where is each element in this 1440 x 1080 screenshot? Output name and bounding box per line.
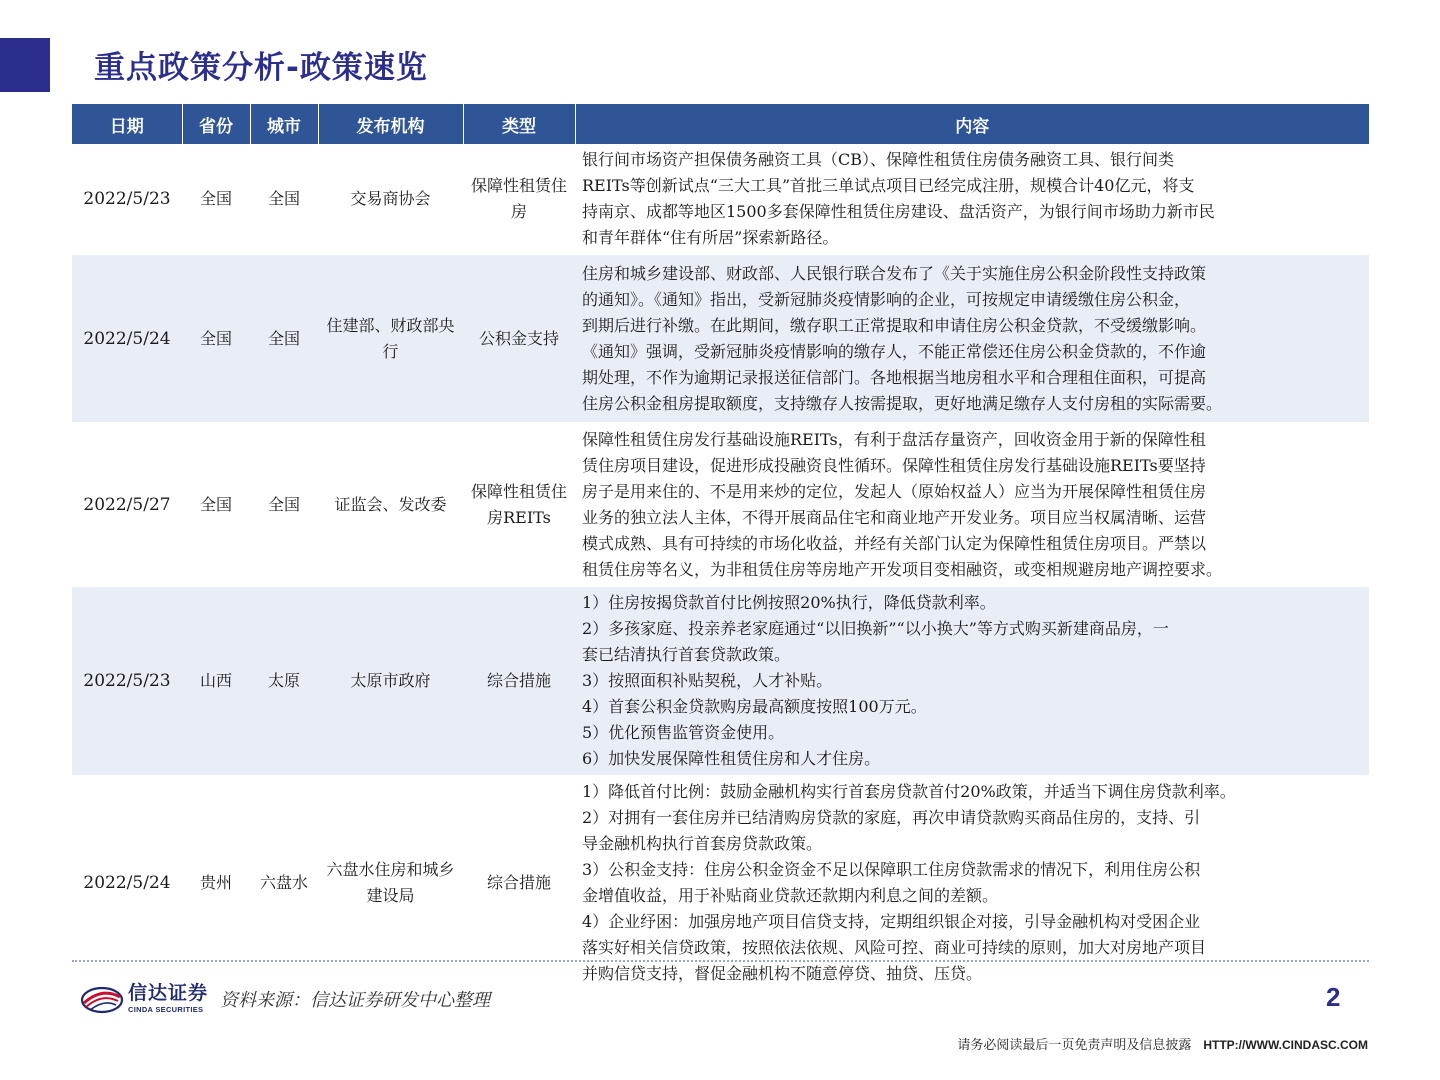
cell-date: 2022/5/23 [72,144,182,255]
content-line: 套已结清执行首套贷款政策。 [582,645,791,664]
content-line: 赁住房项目建设，促进形成投融资良性循环。保障性租赁住房发行基础设施REITs要坚持 [582,455,1206,475]
table-row [72,587,1369,776]
cell-city: 太原 [250,587,318,776]
cell-province: 全国 [182,144,250,255]
table-row [72,776,1369,991]
cell-province: 山西 [182,587,250,776]
cell-content [575,776,1369,991]
disclaimer [957,1034,1368,1053]
content-line: 4）首套公积金贷款购房最高额度按照100万元。 [582,697,927,716]
cell-date: 2022/5/27 [72,423,182,587]
header-date: 日期 [72,104,182,144]
header-content: 内容 [575,104,1369,144]
cell-type: 综合措施 [463,587,575,776]
content-line: 保障性租赁住房发行基础设施REITs，有利于盘活存量资产，回收资金用于新的保障性租 [582,429,1206,449]
cell-province: 贵州 [182,776,250,991]
content-line: 《通知》强调，受新冠肺炎疫情影响的缴存人，不能正常偿还住房公积金贷款的，不作逾 [582,341,1207,361]
cell-city: 全国 [250,255,318,423]
content-line: 期处理，不作为逾期记录报送征信部门。各地根据当地房租水平和合理租住面积，可提高 [582,367,1207,387]
cell-agency: 太原市政府 [318,587,463,776]
cell-content [575,587,1369,776]
header-type: 类型 [463,104,575,144]
page-number: 2 [1326,982,1341,1012]
content-line: 4）企业纾困：加强房地产项目信贷支持，定期组织银企对接，引导金融机构对受困企业 [582,912,1201,931]
content-line: 金增值收益，用于补贴商业贷款还款期内利息之间的差额。 [582,886,999,905]
policy-table [72,104,1369,991]
cell-content [575,255,1369,423]
cinda-logo-icon [80,983,124,1015]
content-line: 落实好相关信贷政策，按照依法依规、风险可控、商业可持续的原则，加大对房地产项目 [582,938,1207,957]
cell-agency: 六盘水住房和城乡建设局 [318,776,463,991]
table-row [72,255,1369,423]
table-row [72,144,1369,255]
content-line: 房子是用来住的、不是用来炒的定位，发起人（原始权益人）应当为开展保障性租赁住房 [582,481,1207,501]
content-line: 银行间市场资产担保债务融资工具（CB）、保障性租赁住房债务融资工具、银行间类 [582,150,1175,169]
content-line: 租赁住房等名义，为非租赁住房等房地产开发项目变相融资，或变相规避房地产调控要求。 [582,559,1223,579]
cinda-logo [80,983,208,1015]
page-title: 重点政策分析-政策速览 [94,50,428,86]
content-line: 2）对拥有一套住房并已结清购房贷款的家庭，再次申请贷款购买商品住房的，支持、引 [582,808,1201,827]
content-line: 2）多孩家庭、投亲养老家庭通过“以旧换新”“以小换大”等方式购买新建商品房，一 [582,619,1169,638]
cell-type: 公积金支持 [463,255,575,423]
content-line: 持南京、成都等地区1500多套保障性租赁住房建设、盘活资产，为银行间市场助力新市民 [582,202,1215,221]
title-accent-block [0,38,50,92]
cell-agency: 证监会、发改委 [318,423,463,587]
cell-type: 保障性租赁住房REITs [463,423,575,587]
logo-english-name: CINDA SECURITIES [128,1005,204,1015]
content-line: 住房和城乡建设部、财政部、人民银行联合发布了《关于实施住房公积金阶段性支持政策 [582,263,1207,283]
cell-content [575,144,1369,255]
website-link[interactable]: HTTP://WWW.CINDASC.COM [1203,1038,1368,1052]
logo-chinese-name: 信达证券 [128,982,209,1005]
content-line: 模式成熟、具有可持续的市场化收益，并经有关部门认定为保障性租赁住房项目。严禁以 [582,533,1207,553]
cell-type: 综合措施 [463,776,575,991]
content-line: 3）公积金支持：住房公积金资金不足以保障职工住房贷款需求的情况下，利用住房公积 [582,860,1201,879]
header-agency: 发布机构 [318,104,463,144]
content-line: 业务的独立法人主体，不得开展商品住宅和商业地产开发业务。项目应当权属清晰、运营 [582,507,1207,527]
cell-city: 全国 [250,144,318,255]
content-line: REITs等创新试点“三大工具”首批三单试点项目已经完成注册，规模合计40亿元，将支 [582,176,1195,195]
source-note: 资料来源：信达证券研发中心整理 [220,990,490,1011]
cell-date: 2022/5/24 [72,255,182,423]
cell-type: 保障性租赁住房 [463,144,575,255]
table-row [72,423,1369,587]
content-line: 3）按照面积补贴契税，人才补贴。 [582,671,833,690]
content-line: 导金融机构执行首套房贷款政策。 [582,834,823,853]
footer-divider [72,960,1369,962]
content-line: 6）加快发展保障性租赁住房和人才住房。 [582,749,881,768]
content-line: 5）优化预售监管资金使用。 [582,723,785,742]
content-line: 和青年群体“住有所居”探索新路径。 [582,228,839,247]
cell-city: 全国 [250,423,318,587]
cell-agency: 住建部、财政部央行 [318,255,463,423]
logo-text [128,984,208,1014]
content-line: 到期后进行补缴。在此期间，缴存职工正常提取和申请住房公积金贷款，不受缓缴影响。 [582,315,1207,335]
cell-content [575,423,1369,587]
header-city: 城市 [250,104,318,144]
content-line: 住房公积金租房提取额度，支持缴存人按需提取，更好地满足缴存人支付房租的实际需要。 [582,393,1223,413]
content-line: 1）住房按揭贷款首付比例按照20%执行，降低贷款利率。 [582,593,996,612]
cell-date: 2022/5/24 [72,776,182,991]
header-province: 省份 [182,104,250,144]
content-line: 的通知》。《通知》指出，受新冠肺炎疫情影响的企业，可按规定申请缓缴住房公积金， [582,289,1191,309]
cell-agency: 交易商协会 [318,144,463,255]
content-line: 1）降低首付比例：鼓励金融机构实行首套房贷款首付20%政策，并适当下调住房贷款利率。 [582,782,1236,801]
table-header-row [72,104,1369,144]
cell-province: 全国 [182,423,250,587]
disclaimer-text: 请务必阅读最后一页免责声明及信息披露 [957,1038,1192,1053]
cell-province: 全国 [182,255,250,423]
content-line: 并购信贷支持，督促金融机构不随意停贷、抽贷、压贷。 [582,964,983,983]
cell-city: 六盘水 [250,776,318,991]
cell-date: 2022/5/23 [72,587,182,776]
